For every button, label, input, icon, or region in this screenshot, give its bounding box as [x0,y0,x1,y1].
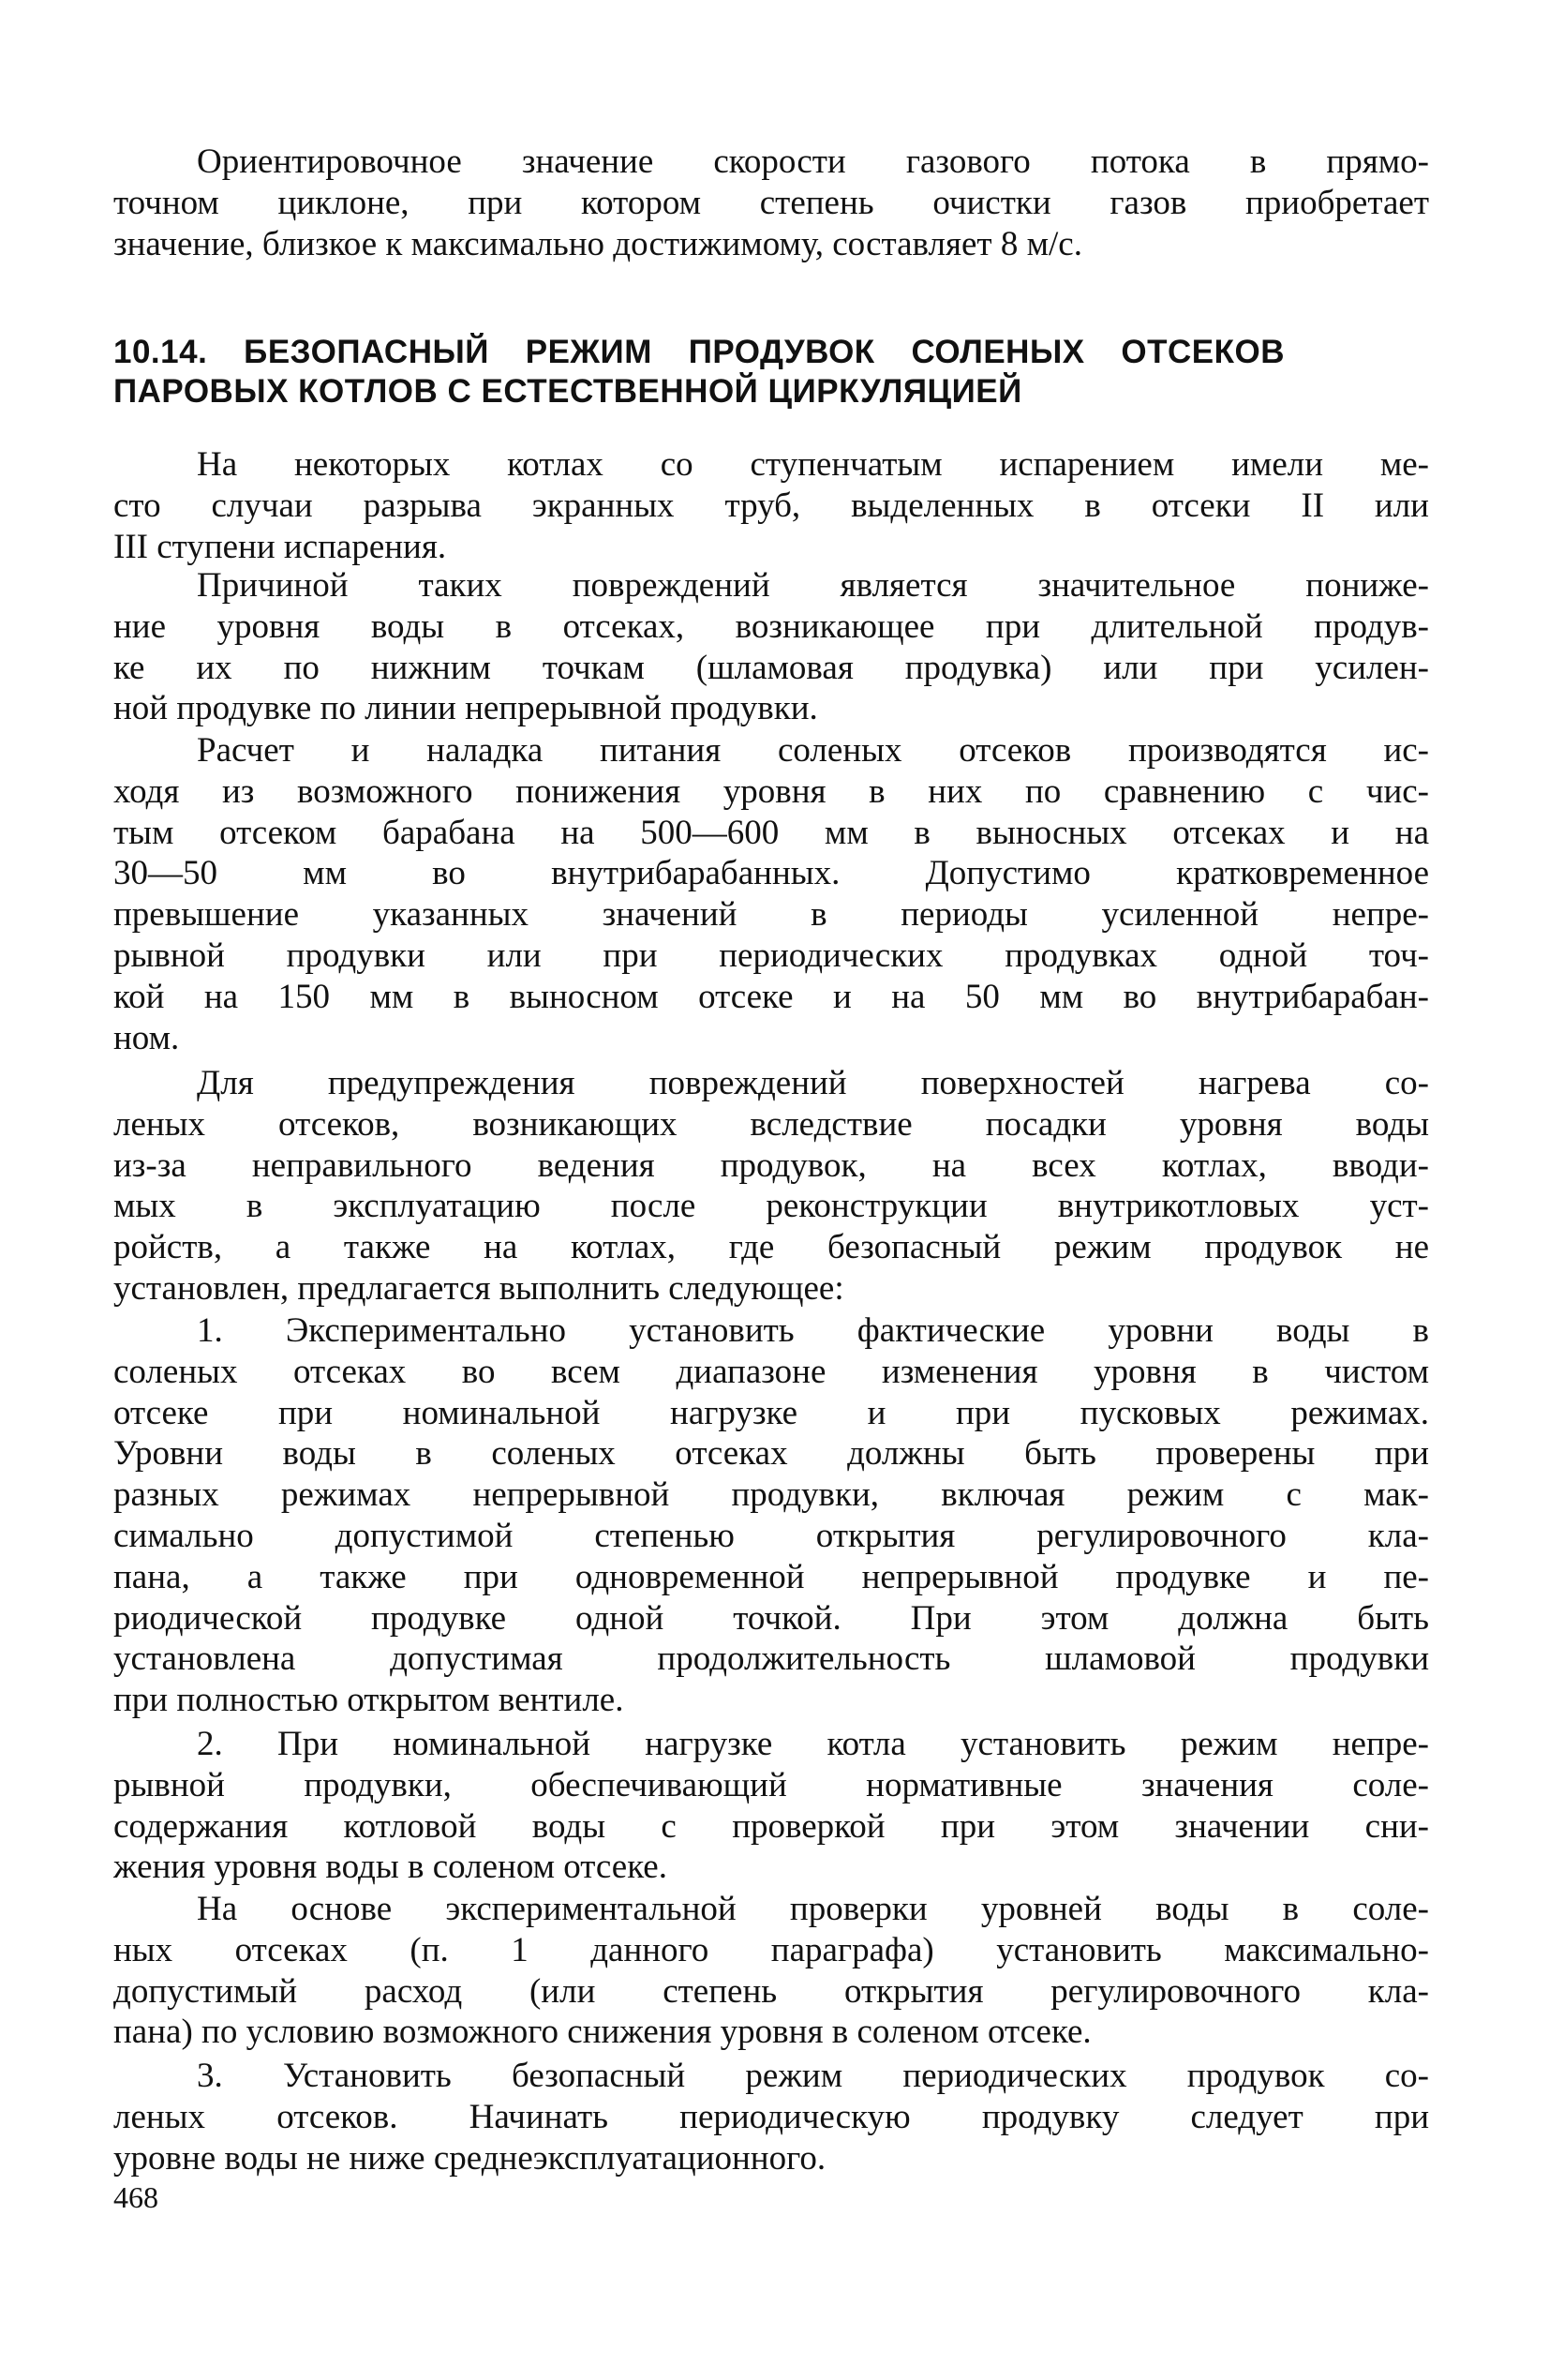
text-line: отсеке при номинальной нагрузке и при пусковых режимах. [113,1393,1429,1432]
paragraph-pipe-ruptures [113,444,1429,567]
text-line: 10.14. БЕЗОПАСНЫЙ РЕЖИМ ПРОДУВОК СОЛЕНЫХ ОТСЕКОВ [113,334,1285,370]
text-line: уровне воды не ниже среднеэксплуатационного. [113,2138,827,2178]
text-line: из-за неправильного ведения продувок, на всех котлах, вводи- [113,1145,1429,1185]
list-item-3 [113,2056,1429,2178]
text-line: леных отсеков, возникающих вследствие посадки уровня воды [113,1104,1429,1144]
section-heading [113,333,1285,412]
text-line: рывной продувки или при периодических продувках одной точ- [113,936,1429,975]
text-line: превышение указанных значений в периоды усиленной непре- [113,895,1429,935]
text-line: значение, близкое к максимально достижимому, составляет 8 м/с. [113,224,1082,263]
text-line: допустимый расход (или степень открытия регулировочного кла- [113,1971,1429,2011]
text-line: симально допустимой степенью открытия регулировочного кла- [113,1516,1429,1555]
text-line: установлен, предлагается выполнить следующее: [113,1268,844,1308]
text-line: разных режимах непрерывной продувки, включая режим с мак- [113,1475,1429,1515]
paragraph-max-flow [113,1889,1429,2053]
list-item-1 [113,1310,1429,1721]
text-line: 30—50 мм во внутрибарабанных. Допустимо кратковременное [113,854,1429,893]
text-line: Расчет и наладка питания соленых отсеков производятся ис- [197,731,1429,770]
text-line: сто случаи разрыва экранных труб, выделенных в отсеки II или [113,486,1429,525]
text-line: Уровни воды в соленых отсеках должны быть проверены при [113,1434,1429,1474]
text-line: 1. Экспериментально установить фактические уровни воды в [197,1311,1429,1350]
text-line: Ориентировочное значение скорости газового потока в прямо- [197,142,1429,181]
text-line: точном циклоне, при котором степень очистки газов приобретает [113,183,1429,222]
text-line: содержания котловой воды с проверкой при этом значении сни- [113,1806,1429,1846]
text-line: леных отсеков. Начинать периодическую продувку следует при [113,2097,1429,2136]
text-line: ной продувке по линии непрерывной продувки. [113,689,818,728]
text-line: На некоторых котлах со ступенчатым испарением имели ме- [197,445,1429,484]
text-line: На основе экспериментальной проверки уровней воды в соле- [197,1890,1429,1928]
text-line: кой на 150 мм в выносном отсеке и на 50 мм во внутрибарабан- [113,977,1429,1016]
text-line: ходя из возможного понижения уровня в них по сравнению с чис- [113,771,1429,811]
text-line: пана, а также при одновременной непрерывной продувке и пе- [113,1557,1429,1596]
list-item-2 [113,1724,1429,1888]
paragraph-prevention [113,1063,1429,1310]
text-line: Для предупреждения повреждений поверхностей нагрева со- [197,1064,1429,1102]
text-line: мых в эксплуатацию после реконструкции внутрикотловых уст- [113,1187,1429,1226]
text-line: ке их по нижним точкам (шламовая продувка) или при усилен- [113,648,1429,687]
text-line: Причиной таких повреждений является значительное пониже- [197,566,1429,605]
text-line: III ступени испарения. [113,527,447,566]
text-line: пана) по условию возможного снижения уровня в соленом отсеке. [113,2013,1092,2052]
text-line: 2. При номинальной нагрузке котла установить режим непре- [197,1725,1429,1763]
paragraph-gas-velocity [113,142,1429,264]
text-line: ПАРОВЫХ КОТЛОВ С ЕСТЕСТВЕННОЙ ЦИРКУЛЯЦИЕЙ [113,373,1022,410]
paragraph-damage-cause [113,565,1429,729]
text-line: жения уровня воды в соленом отсеке. [113,1848,667,1887]
text-line: риодической продувке одной точкой. При этом должна быть [113,1598,1429,1638]
text-line: 3. Установить безопасный режим периодических продувок со- [197,2057,1429,2095]
text-line: рывной продувки, обеспечивающий нормативные значения соле- [113,1765,1429,1804]
text-line: ном. [113,1018,180,1057]
text-line: при полностью открытом вентиле. [113,1681,624,1720]
text-line: ных отсеках (п. 1 данного параграфа) установить максимально- [113,1930,1429,1969]
paragraph-calculation [113,730,1429,1058]
text-line: тым отсеком барабана на 500—600 мм в выносных отсеках и на [113,813,1429,852]
text-line: соленых отсеках во всем диапазоне изменения уровня в чистом [113,1352,1429,1391]
text-line: установлена допустимая продолжительность шламовой продувки [113,1639,1429,1679]
text-line: ние уровня воды в отсеках, возникающее при длительной продув- [113,606,1429,646]
page-number: 468 [113,2180,158,2214]
text-line: ройств, а также на котлах, где безопасный режим продувок не [113,1228,1429,1267]
